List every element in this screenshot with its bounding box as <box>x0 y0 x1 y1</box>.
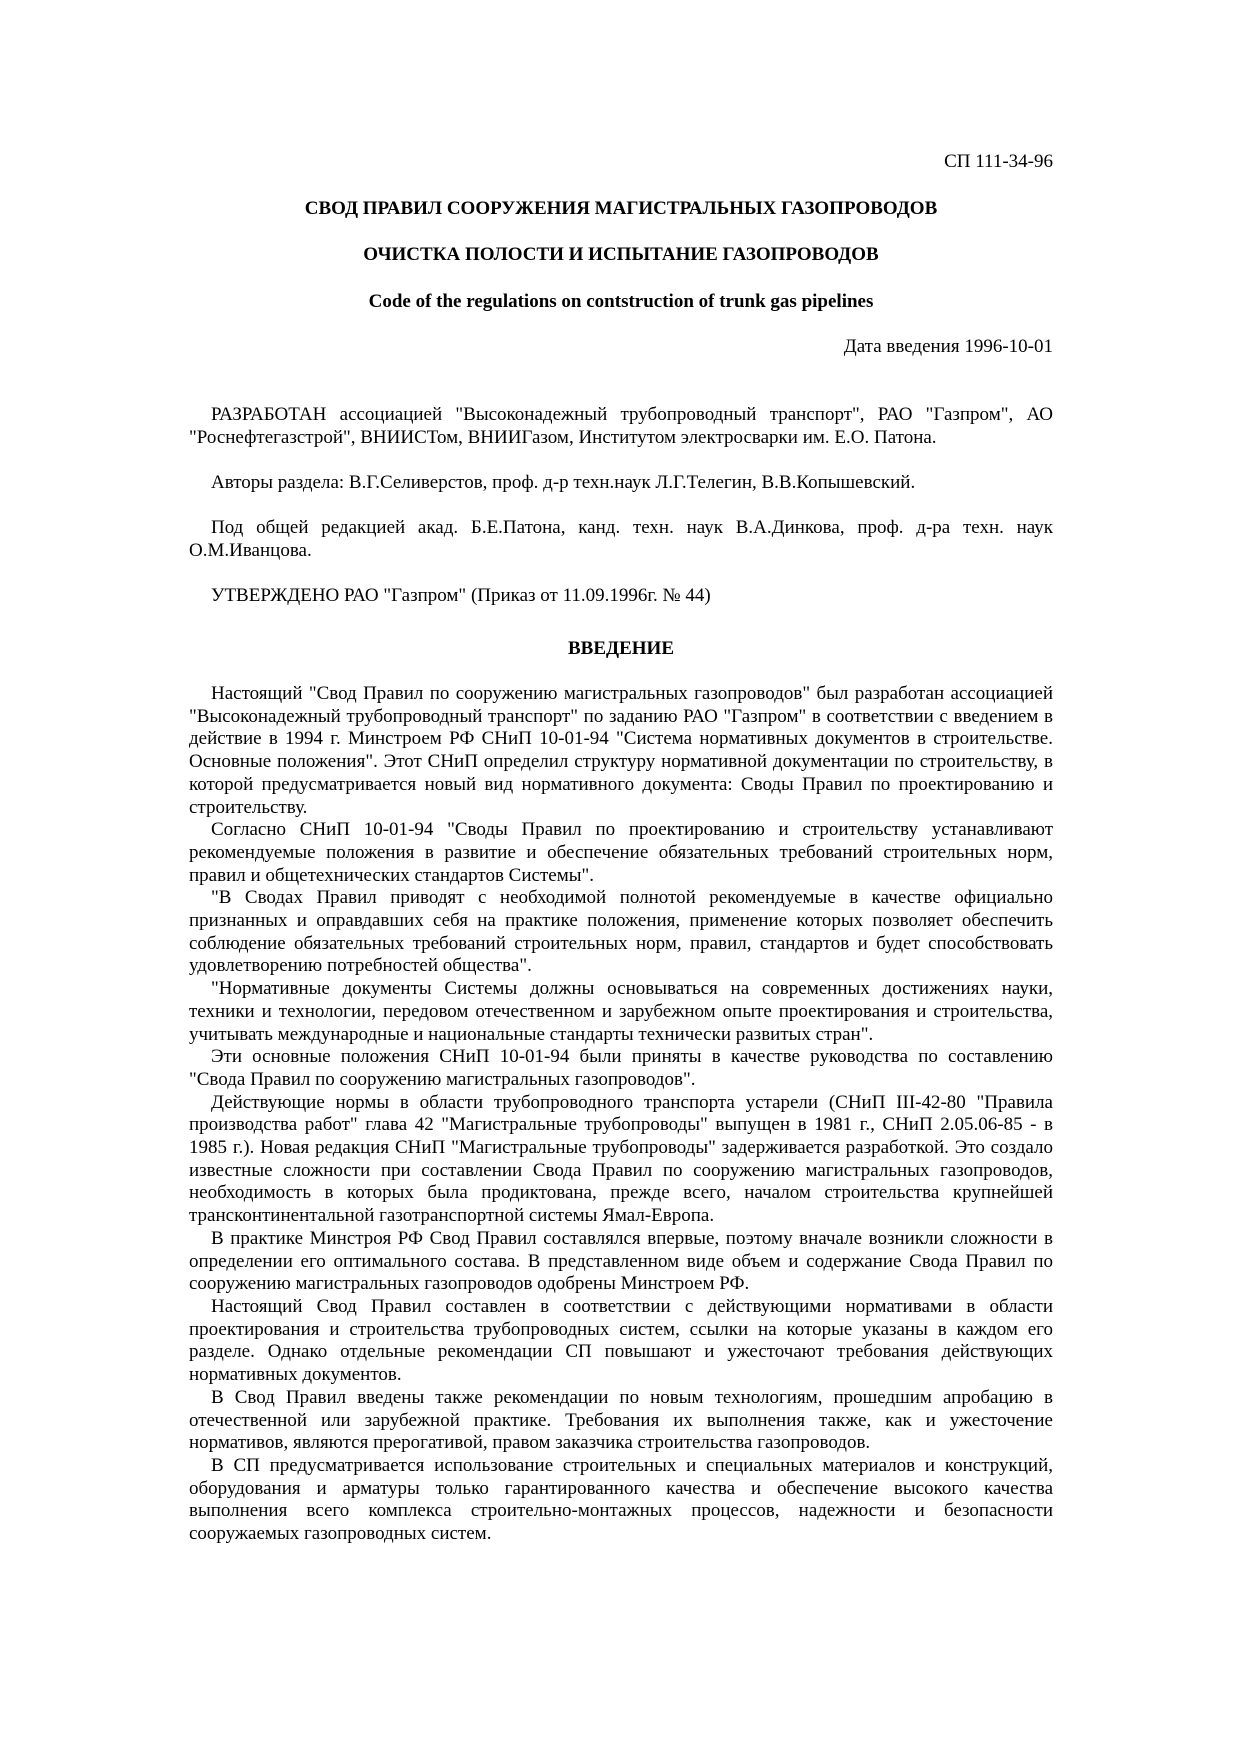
paragraph: "В Сводах Правил приводят с необходимой полнотой рекомендуемые в качестве официально признанных и оправдавших себя на практике положения, применение которых позволяет обеспечить соблюдение обязательных требований строительных норм, правил, стандартов и будет способствовать удовлетворению потребностей общества". <box>189 887 1053 977</box>
paragraph: Действующие нормы в области трубопроводного транспорта устарели (СНиП III-42-80 "Правила производства работ" глава 42 "Магистральные трубопроводы" выпущен в 1981 г., СНиП 2.05.06-85 - в 1985 г.). Новая редакция СНиП "Магистральные трубопроводы" задерживается разработкой. Это создало известные сложности при составлении Свода Правил по сооружению магистральных газопроводов, необходимость в которых была продиктована, прежде всего, началом строительства крупнейшей трансконтинентальной газотранспортной системы Ямал-Европа. <box>189 1091 1053 1227</box>
paragraph: Согласно СНиП 10-01-94 "Своды Правил по проектированию и строительству устанавливают рекомендуемые положения в развитие и обеспечение обязательных требований строительных норм, правил и общетехнических стандартов Системы". <box>189 819 1053 886</box>
document-title: СВОД ПРАВИЛ СООРУЖЕНИЯ МАГИСТРАЛЬНЫХ ГАЗОПРОВОДОВ <box>304 198 938 219</box>
section-heading: ВВЕДЕНИЕ <box>568 638 674 659</box>
authors: Авторы раздела: В.Г.Селиверстов, проф. д-р техн.наук Л.Г.Телегин, В.В.Копышевский. <box>211 472 916 493</box>
paragraph: Настоящий Свод Правил составлен в соответствии с действующими нормативами в области проектирования и строительства трубопроводных систем, ссылки на которые указаны в каждом его разделе. Однако отдельные рекомендации СП повышают и ужесточают требования действующих нормативных документов. <box>189 1295 1053 1386</box>
developed-by: РАЗРАБОТАН ассоциацией "Высоконадежный трубопроводный транспорт", РАО "Газпром", АО "Роснефтегазстрой", ВНИИСТом, ВНИИГазом, Институтом электросварки им. Е.О. Патона. <box>189 404 1053 448</box>
introduction-body <box>189 683 1053 1546</box>
paragraph: Эти основные положения СНиП 10-01-94 были приняты в качестве руководства по составлению "Свода Правил по сооружению магистральных газопроводов". <box>189 1046 1053 1090</box>
paragraph: В СП предусматривается использование строительных и специальных материалов и конструкций, оборудования и арматуры только гарантированного качества и обеспечение высокого качества выполнения всего комплекса строительно-монтажных процессов, надежности и безопасности сооружаемых газопроводных систем. <box>189 1454 1053 1545</box>
front-matter <box>189 403 1053 629</box>
approved-by: УТВЕРЖДЕНО РАО "Газпром" (Приказ от 11.09.1996г. № 44) <box>211 585 711 606</box>
introduction-date: Дата введения 1996-10-01 <box>843 336 1053 357</box>
paragraph: Настоящий "Свод Правил по сооружению магистральных газопроводов" был разработан ассоциацией "Высоконадежный трубопроводный транспорт" по заданию РАО "Газпром" в соответствии с введением в действие в 1994 г. Минстроем РФ СНиП 10-01-94 "Система нормативных документов в строительстве. Основные положения". Этот СНиП определил структуру нормативной документации по строительству, в которой предусматривается новый вид нормативного документа: Своды Правил по проектированию и строительству. <box>189 683 1053 818</box>
paragraph: В практике Минстроя РФ Свод Правил составлялся впервые, поэтому вначале возникли сложности в определении его оптимального состава. В представленном виде объем и содержание Свода Правил по сооружению магистральных газопроводов одобрены Минстроем РФ. <box>189 1227 1053 1295</box>
editors: Под общей редакцией акад. Б.Е.Патона, канд. техн. наук В.А.Динкова, проф. д-ра техн. наук О.М.Иванцова. <box>189 517 1053 561</box>
paragraph: В Свод Правил введены также рекомендации по новым технологиям, прошедшим апробацию в отечественной или зарубежной практике. Требования их выполнения также, как и ужесточение нормативов, являются прерогативой, правом заказчика строительства газопроводов. <box>189 1386 1053 1454</box>
document-subtitle: ОЧИСТКА ПОЛОСТИ И ИСПЫТАНИЕ ГАЗОПРОВОДОВ <box>363 244 879 265</box>
document-code: СП 111-34-96 <box>944 151 1053 172</box>
paragraph: "Нормативные документы Системы должны основываться на современных достижениях науки, техники и технологии, передовом отечественном и зарубежном опыте проектирования и строительства, учитывать международные и национальные стандарты технически развитых стран". <box>189 978 1053 1045</box>
document-title-english: Code of the regulations on contstruction of trunk gas pipelines <box>368 291 874 312</box>
